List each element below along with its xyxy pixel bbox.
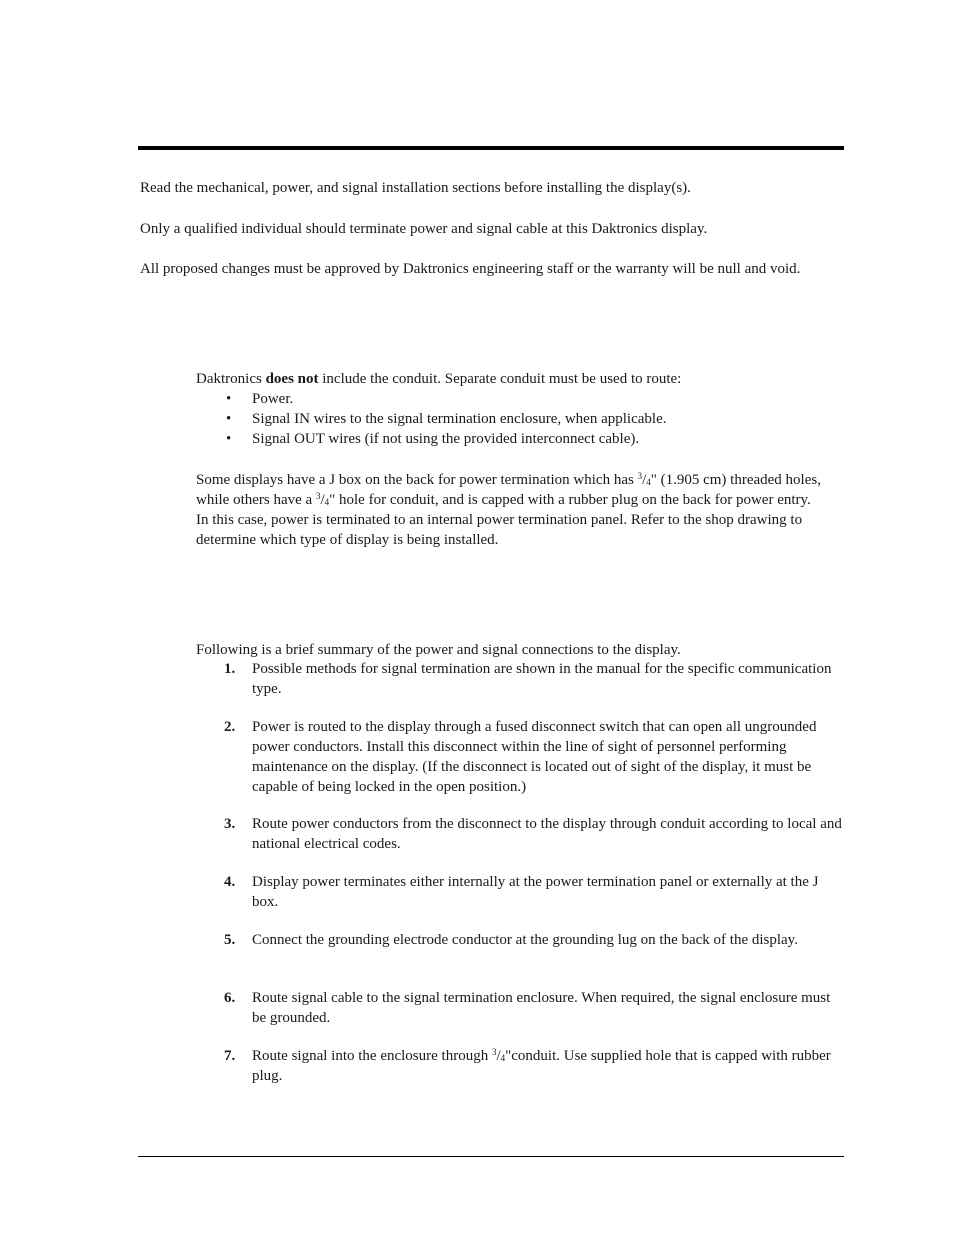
list-item: • Signal OUT wires (if not using the provided interconnect cable).	[226, 431, 640, 447]
bullet-icon: •	[226, 411, 232, 427]
header-rule	[138, 146, 844, 150]
list-item: • Power.	[226, 391, 294, 407]
step-number: 7.	[224, 1048, 236, 1064]
conduit-lead: Daktronics does not include the conduit. Separate conduit must be used to route:	[196, 371, 682, 387]
footer-rule	[138, 1156, 844, 1157]
j-box-paragraph: Some displays have a J box on the back for power termination which has $^3/_4$" (1.905 cm) threaded holes, while others have a $^3/_4$" hole for conduit, and is capped with a rubber plug on the back for power entry. In this case, power is terminated to an internal power termination panel. Refer to the shop drawing to determine which type of display is being installed.	[196, 471, 821, 548]
intro-paragraph-1: Read the mechanical, power, and signal installation sections before installing the display(s).	[140, 180, 691, 196]
step-text: Display power terminates either internally at the power termination panel or externally at the J box.	[252, 874, 819, 910]
step-text: Route power conductors from the disconnect to the display through conduit according to local and national electrical codes.	[252, 816, 842, 852]
intro-paragraph-2: Only a qualified individual should terminate power and signal cable at this Daktronics display.	[140, 221, 708, 237]
step-text: Route signal cable to the signal termination enclosure. When required, the signal enclosure must be grounded.	[252, 990, 831, 1026]
step-number: 3.	[224, 816, 236, 832]
step-text: Possible methods for signal termination are shown in the manual for the specific communication type.	[252, 661, 832, 697]
step-number: 4.	[224, 874, 236, 890]
bullet-icon: •	[226, 431, 232, 447]
list-item: • Signal IN wires to the signal termination enclosure, when applicable.	[226, 411, 667, 427]
step-number: 2.	[224, 719, 236, 735]
emphasis-does-not: does not	[265, 371, 319, 387]
step-text: Power is routed to the display through a fused disconnect switch that can open all ungrounded power conductors. Install this disconnect within the line of sight of personnel performing maintenance on the display. (If the disconnect is located out of sight of the display, it must be capable of being locked in the open position.)	[252, 719, 817, 795]
step-number: 6.	[224, 990, 236, 1006]
step-number: 5.	[224, 932, 236, 948]
intro-paragraph-3: All proposed changes must be approved by Daktronics engineering staff or the warranty will be null and void.	[140, 261, 801, 277]
bullet-icon: •	[226, 391, 232, 407]
step-text: Connect the grounding electrode conductor at the grounding lug on the back of the display.	[252, 932, 798, 948]
step-number: 1.	[224, 661, 236, 677]
step-text: Route signal into the enclosure through $^3/_4"conduit$. Use supplied hole that is capped with rubber plug.	[252, 1047, 831, 1084]
conduit-bullet-list	[196, 389, 816, 449]
summary-lead: Following is a brief summary of the power and signal connections to the display.	[196, 642, 681, 658]
